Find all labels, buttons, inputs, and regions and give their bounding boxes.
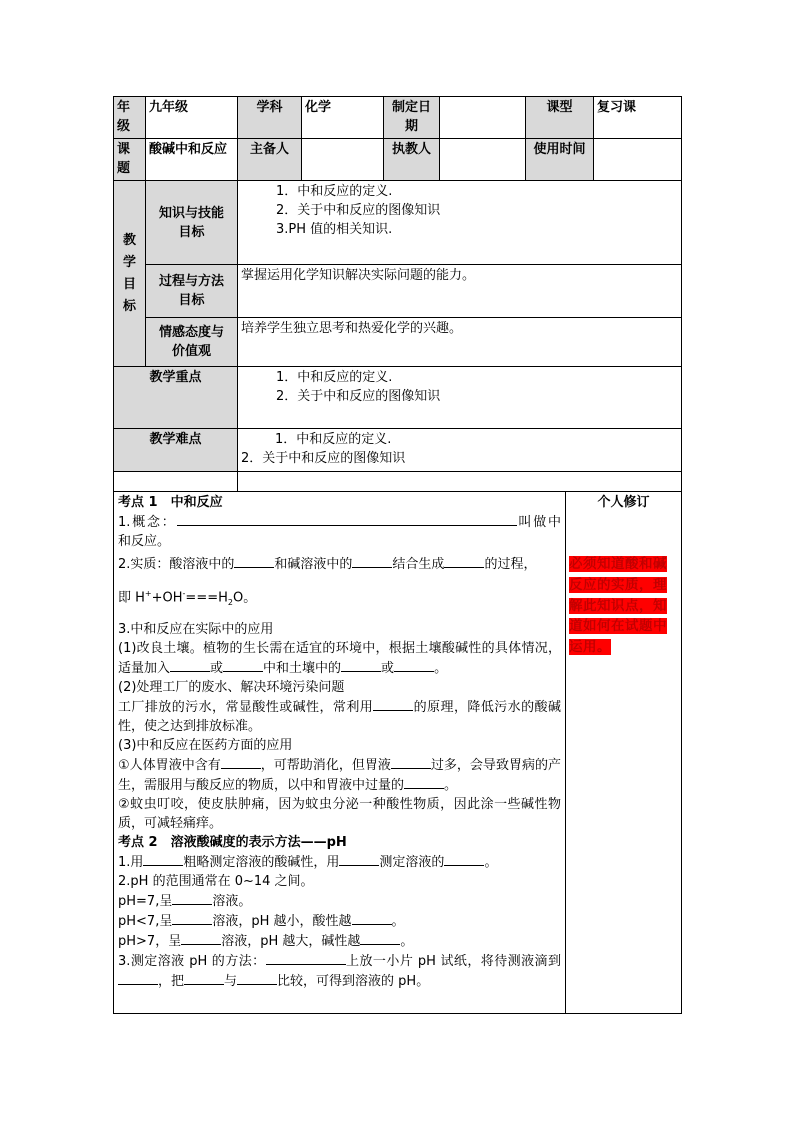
- content-paragraph: 1.用 粗略测定溶液的酸碱性，用 测定溶液的 。: [118, 852, 561, 872]
- fill-blank: [404, 775, 444, 789]
- content-paragraph: 工厂排放的污水，常显酸性或碱性，常利用 的原理，降低污水的酸碱性，使之达到排放标准。: [118, 697, 561, 736]
- knowledge-item: 2．关于中和反应的图像知识: [276, 203, 441, 218]
- content-paragraph: 2.实质：酸溶液中的 和碱溶液中的 结合生成 的过程，: [118, 554, 561, 574]
- type-label: 课型: [526, 97, 594, 139]
- date-value: [440, 97, 526, 139]
- review-content: [114, 492, 566, 1014]
- content-paragraph: pH>7，呈 溶液，pH 越大，碱性越 。: [118, 931, 561, 951]
- fill-blank: [339, 852, 379, 866]
- usetime-value: [594, 139, 682, 181]
- fill-blank: [266, 951, 346, 965]
- section-title: 考点 1 中和反应: [118, 495, 223, 510]
- preparer-value: [302, 139, 384, 181]
- empty-cell: [238, 472, 682, 492]
- preparer-label: 主备人: [238, 139, 302, 181]
- goals-label: 教学目标: [114, 181, 146, 367]
- process-text: 掌握运用化学知识解决实际问题的能力。: [238, 265, 682, 318]
- grade-value: 九年级: [146, 97, 238, 139]
- content-paragraph: 3.测定溶液 pH 的方法： 上放一小片 pH 试纸，将待测液滴到，把 与 比较，可得到溶液的 pH。: [118, 951, 561, 991]
- fill-blank: [143, 852, 183, 866]
- fill-blank: [170, 658, 210, 672]
- content-paragraph: ①人体胃液中含有 ，可帮助消化，但胃液 过多，会导致胃病的产生，需服用与酸反应的物质，以中和胃液中过量的 。: [118, 755, 561, 795]
- equation: 即 $H^++OH^-===H_2O$。: [118, 589, 257, 607]
- type-value: 复习课: [594, 97, 682, 139]
- section-title: 考点 2 溶液酸碱度的表示方法——pH: [118, 834, 347, 850]
- key-points-list: [238, 367, 682, 429]
- fill-blank: [221, 755, 261, 769]
- fill-blank: [237, 971, 277, 985]
- date-label: 制定日期: [384, 97, 440, 139]
- difficult-point-item: 2．关于中和反应的图像知识: [241, 451, 406, 466]
- content-paragraph: (2)处理工厂的废水、解决环境污染问题: [118, 679, 345, 695]
- fill-blank: [391, 755, 431, 769]
- process-label: 过程与方法目标: [146, 265, 238, 318]
- teacher-value: [440, 139, 526, 181]
- content-paragraph: (3)中和反应在医药方面的应用: [118, 737, 293, 753]
- fill-blank: [172, 891, 212, 905]
- fill-blank: [352, 554, 392, 568]
- teacher-label: 执教人: [384, 139, 440, 181]
- usetime-label: 使用时间: [526, 139, 594, 181]
- content-paragraph: 2.pH 的范围通常在 0~14 之间。: [118, 873, 314, 889]
- revision-note: 必须知道酸和碱反应的实质，理解此知识点，知道如何在试题中运用。: [569, 556, 667, 656]
- fill-blank: [360, 931, 400, 945]
- key-points-label: 教学重点: [114, 367, 238, 429]
- fill-blank: [184, 971, 224, 985]
- fill-blank: [172, 911, 212, 925]
- content-paragraph: 1.概念： 叫做中和反应。: [118, 512, 561, 551]
- knowledge-label: 知识与技能目标: [146, 181, 238, 265]
- fill-blank: [373, 697, 413, 711]
- content-paragraph: pH=7,呈 溶液。: [118, 891, 561, 911]
- content-paragraph: pH<7,呈 溶液，pH 越小，酸性越 。: [118, 911, 561, 931]
- empty-cell: [114, 472, 238, 492]
- revision-label: 个人修订: [597, 495, 650, 510]
- difficult-points-list: [238, 429, 682, 472]
- fill-blank: [118, 971, 158, 985]
- knowledge-list: [238, 181, 682, 265]
- content-paragraph: ②蚊虫叮咬，使皮肤肿痛，因为蚊虫分泌一种酸性物质，因此涂一些碱性物质，可减轻痛痒。: [118, 796, 561, 831]
- key-point-item: 1．中和反应的定义.: [276, 370, 393, 385]
- emotion-label: 情感态度与价值观: [146, 318, 238, 367]
- revision-column: [566, 492, 682, 1014]
- fill-blank: [177, 512, 517, 526]
- fill-blank: [223, 658, 263, 672]
- lesson-plan-table: [113, 96, 682, 1014]
- fill-blank: [234, 554, 274, 568]
- topic-value: 酸碱中和反应: [146, 139, 238, 181]
- subject-value: 化学: [302, 97, 384, 139]
- fill-blank: [341, 658, 381, 672]
- fill-blank: [394, 658, 434, 672]
- emotion-text: 培养学生独立思考和热爱化学的兴趣。: [238, 318, 682, 367]
- content-paragraph: 3.中和反应在实际中的应用: [118, 621, 274, 637]
- key-point-item: 2．关于中和反应的图像知识: [276, 389, 441, 404]
- knowledge-item: 3.PH 值的相关知识.: [276, 222, 393, 237]
- topic-label: 课题: [114, 139, 146, 181]
- difficult-point-item: 1．中和反应的定义.: [275, 432, 392, 447]
- subject-label: 学科: [238, 97, 302, 139]
- grade-label: 年级: [114, 97, 146, 139]
- content-paragraph: (1)改良土壤。植物的生长需在适宜的环境中，根据土壤酸碱性的具体情况，适量加入 或 中和土壤中的 或 。: [118, 640, 561, 676]
- lesson-plan: [113, 96, 681, 1014]
- fill-blank: [181, 931, 221, 945]
- fill-blank: [444, 554, 484, 568]
- fill-blank: [444, 852, 484, 866]
- difficult-points-label: 教学难点: [114, 429, 238, 472]
- knowledge-item: 1．中和反应的定义.: [276, 184, 393, 199]
- fill-blank: [352, 911, 392, 925]
